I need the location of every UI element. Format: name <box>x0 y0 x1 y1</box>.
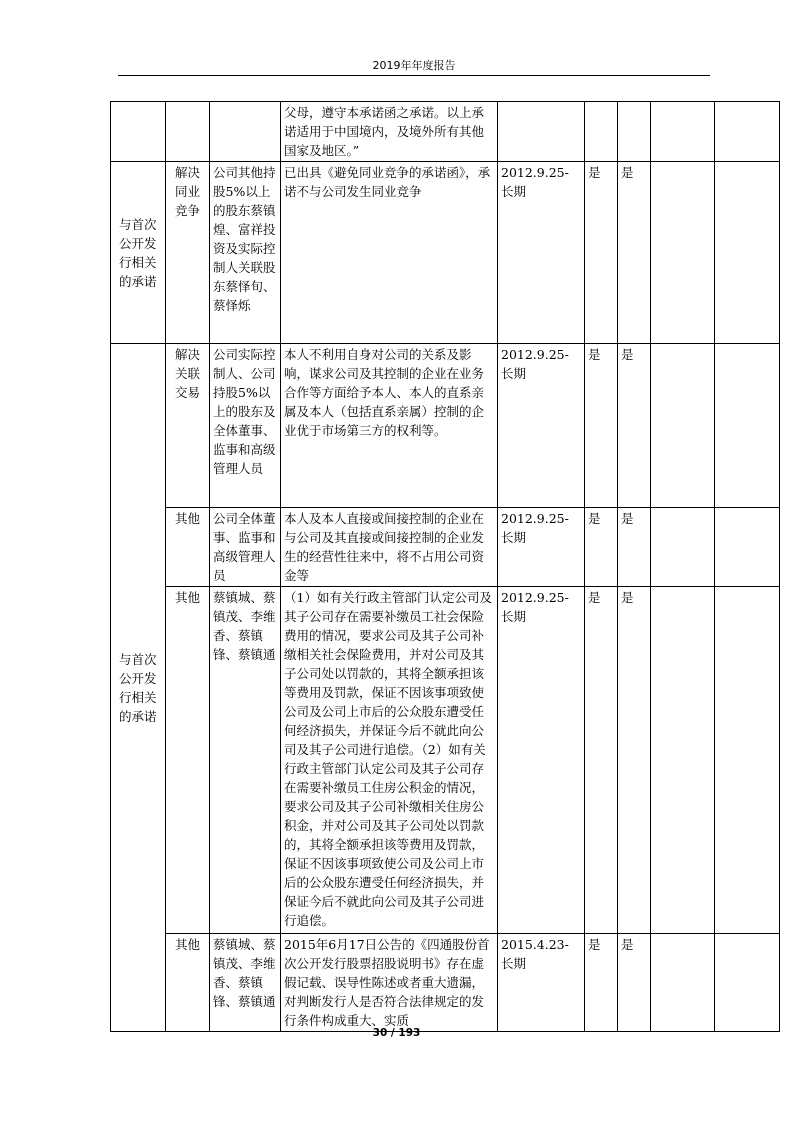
cell-reason <box>651 162 715 344</box>
cell-reason <box>651 508 715 587</box>
cell-reason <box>651 102 715 162</box>
cell-fulfilled: 是 <box>618 934 651 1032</box>
cell-has-term: 是 <box>585 344 618 508</box>
cell-date: 2015.4.23-长期 <box>498 934 585 1032</box>
cell-party: 蔡镇城、蔡镇茂、李维香、蔡镇锋、蔡镇通 <box>210 587 281 934</box>
cell-content: 已出具《避免同业竞争的承诺函》，承诺不与公司发生同业竞争 <box>281 162 498 344</box>
cell-has-term: 是 <box>585 587 618 934</box>
cell-group: 与首次公开发行相关的承诺 <box>111 162 166 344</box>
cell-next-plan <box>715 508 780 587</box>
table-row <box>111 344 780 508</box>
cell-content: 2015年6月17日公告的《四通股份首次公开发行股票招股说明书》存在虚假记载、误导性陈述或者重大遗漏，对判断发行人是否符合法律规定的发行条件构成重大、实质 <box>281 934 498 1032</box>
cell-type <box>166 102 210 162</box>
cell-reason <box>651 934 715 1032</box>
table-row <box>111 102 780 162</box>
cell-type: 解决关联交易 <box>166 344 210 508</box>
header-divider <box>118 75 710 76</box>
cell-next-plan <box>715 344 780 508</box>
cell-type: 其他 <box>166 587 210 934</box>
table-row <box>111 587 780 934</box>
cell-party <box>210 102 281 162</box>
cell-date <box>498 102 585 162</box>
cell-type: 其他 <box>166 508 210 587</box>
commitments-table <box>110 101 780 1032</box>
cell-group <box>111 102 166 162</box>
cell-group: 与首次公开发行相关的承诺 <box>111 344 166 1032</box>
cell-next-plan <box>715 102 780 162</box>
cell-date: 2012.9.25-长期 <box>498 508 585 587</box>
cell-date: 2012.9.25-长期 <box>498 344 585 508</box>
cell-date: 2012.9.25-长期 <box>498 587 585 934</box>
cell-content: （1）如有关行政主管部门认定公司及其子公司存在需要补缴员工社会保险费用的情况，要求公司及其子公司补缴相关社会保险费用，并对公司及其子公司处以罚款的，其将全额承担该等费用及罚款，保证不因该事项致使公司及公司上市后的公众股东遭受任何经济损失，并保证今后不就此向公司及其子公司进行追偿。（2）如有关行政主管部门认定公司及其子公司存在需要补缴员工住房公积金的情况，要求公司及其子公司补缴相关住房公积金，并对公司及其子公司处以罚款的，其将全额承担该等费用及罚款，保证不因该事项致使公司及公司上市后的公众股东遭受任何经济损失，并保证今后不就此向公司及其子公司进行追偿。 <box>281 587 498 934</box>
page-header-title: 2019年年度报告 <box>372 59 456 72</box>
cell-content: 父母，遵守本承诺函之承诺。以上承诺适用于中国境内，及境外所有其他国家及地区。” <box>281 102 498 162</box>
cell-has-term <box>585 102 618 162</box>
cell-party: 公司其他持股5%以上的股东蔡镇煌、富祥投资及实际控制人关联股东蔡怿旬、蔡怿烁 <box>210 162 281 344</box>
cell-type: 解决同业竞争 <box>166 162 210 344</box>
table-row <box>111 162 780 344</box>
cell-fulfilled <box>618 102 651 162</box>
cell-fulfilled: 是 <box>618 344 651 508</box>
cell-next-plan <box>715 934 780 1032</box>
table-row <box>111 508 780 587</box>
cell-party: 公司全体董事、监事和高级管理人员 <box>210 508 281 587</box>
cell-has-term: 是 <box>585 508 618 587</box>
page-number: 30 / 193 <box>372 1027 421 1039</box>
cell-fulfilled: 是 <box>618 508 651 587</box>
cell-date: 2012.9.25-长期 <box>498 162 585 344</box>
cell-content: 本人不利用自身对公司的关系及影响，谋求公司及其控制的企业在业务合作等方面给予本人、本人的直系亲属及本人（包括直系亲属）控制的企业优于市场第三方的权利等。 <box>281 344 498 508</box>
cell-fulfilled: 是 <box>618 587 651 934</box>
cell-has-term: 是 <box>585 934 618 1032</box>
table-row <box>111 934 780 1032</box>
cell-next-plan <box>715 162 780 344</box>
cell-party: 蔡镇城、蔡镇茂、李维香、蔡镇锋、蔡镇通 <box>210 934 281 1032</box>
cell-party: 公司实际控制人、公司持股5%以上的股东及全体董事、监事和高级管理人员 <box>210 344 281 508</box>
cell-fulfilled: 是 <box>618 162 651 344</box>
cell-next-plan <box>715 587 780 934</box>
cell-has-term: 是 <box>585 162 618 344</box>
cell-reason <box>651 344 715 508</box>
cell-type: 其他 <box>166 934 210 1032</box>
cell-reason <box>651 587 715 934</box>
cell-content: 本人及本人直接或间接控制的企业在与公司及其直接或间接控制的企业发生的经营性往来中，将不占用公司资金等 <box>281 508 498 587</box>
